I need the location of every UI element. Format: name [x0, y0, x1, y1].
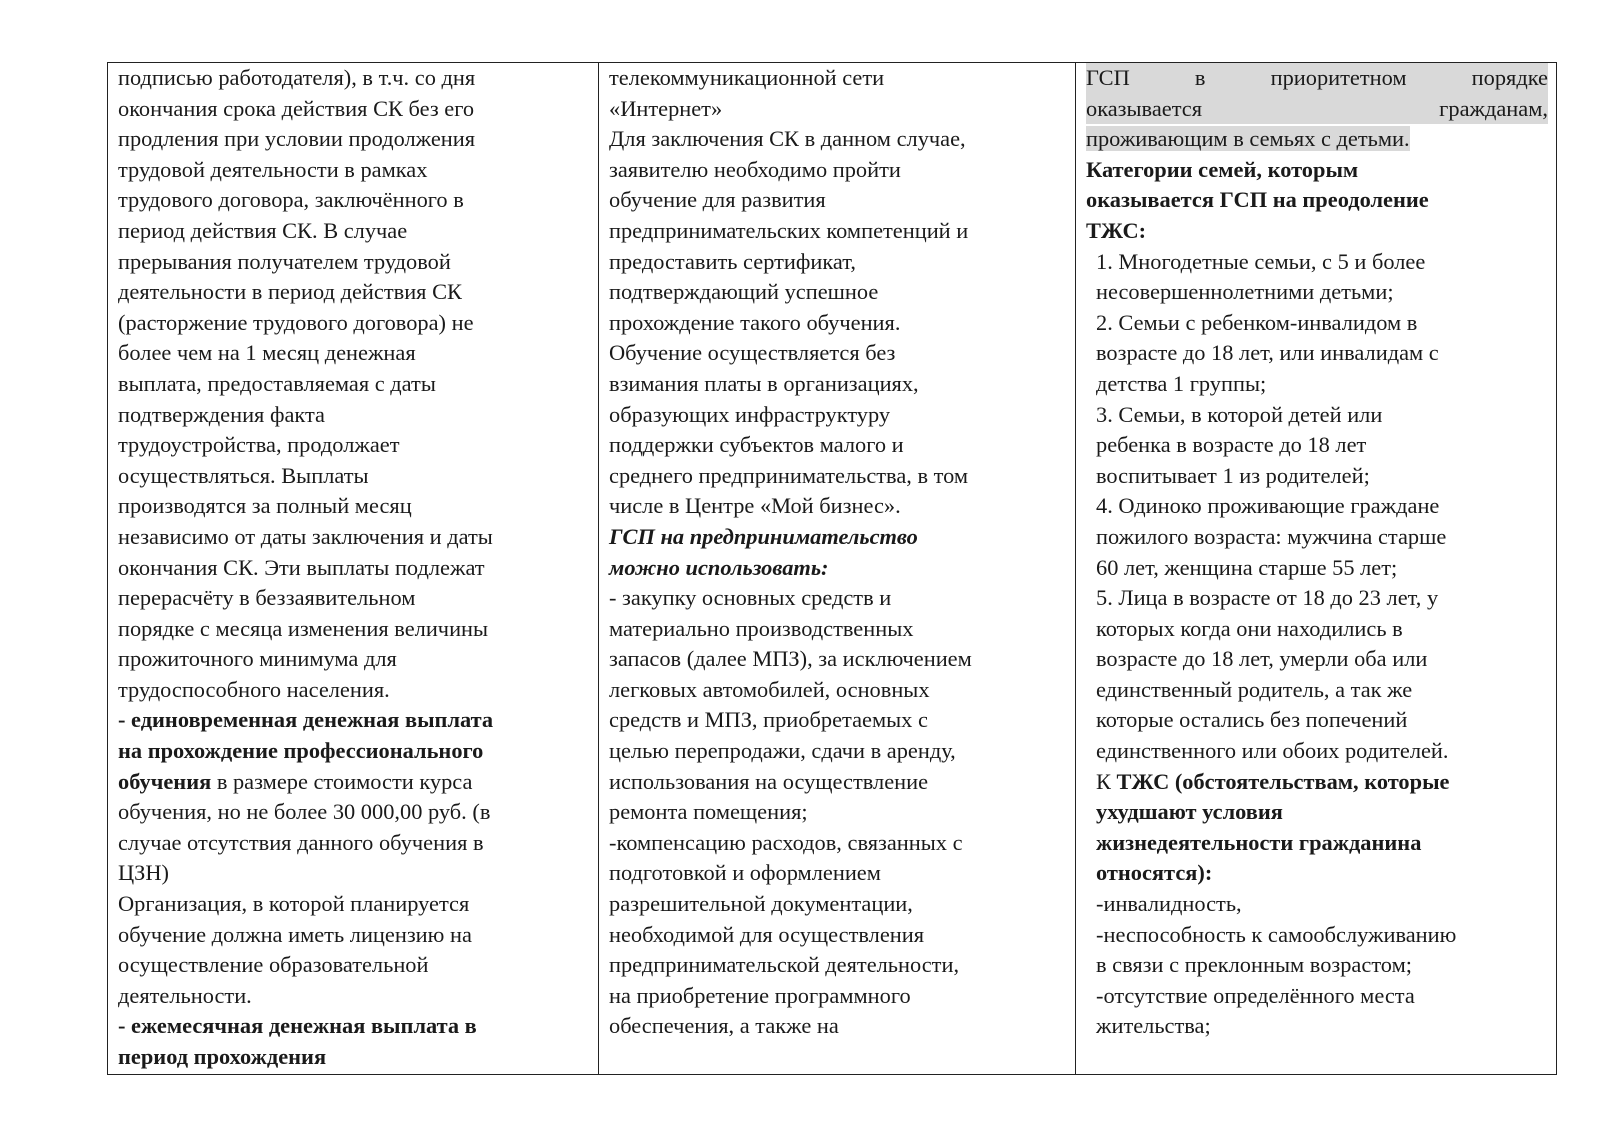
list-item: 5. Лица в возрасте от 18 до 23 лет, у которых когда они находились в возрасте до 18 лет, умерли оба или единственный родитель, а так же которые остались без попечений единственного или обоих родителей. — [1096, 585, 1449, 764]
list-item: 1. Многодетные семьи, с 5 и более несовершеннолетними детьми; — [1096, 248, 1426, 305]
tzhs-heading: ТЖС (обстоятельствам, которые ухудшают условия жизнедеятельности гражданина относятся): — [1096, 768, 1450, 886]
list-item: 4. Одиноко проживающие граждане пожилого возраста: мужчина старше 60 лет, женщина старше 55 лет; — [1096, 493, 1447, 580]
tzhs-list: -инвалидность, -неспособность к самообслуживанию в связи с преклонным возрастом; -отсутствие определённого места жительства; — [1096, 891, 1457, 1039]
list-item: 2. Семьи с ребенком-инвалидом в возрасте до 18 лет, или инвалидам с детства 1 группы; — [1096, 309, 1439, 396]
monthly-payment-title: - ежемесячная денежная выплата в период прохождения — [118, 1013, 477, 1069]
business-usage-list: - закупку основных средств и материально производственных запасов (далее МПЗ), за исключением легковых автомобилей, основных средств и МПЗ, приобретаемых с целью перепродажи, сдачи в аренду, использования на осуществление ремонта помещения; -компенсацию расходов, связанных с подготовкой и оформлением разрешительной документации, необходимой для осуществления предпринимательской деятельности, на приобретение программного обеспечения, а также на — [609, 585, 972, 1039]
business-usage-heading: ГСП на предпринимательство можно использовать: — [609, 523, 918, 580]
priority-note — [1086, 63, 1548, 155]
tzhs-prefix: К — [1096, 768, 1117, 794]
paragraph-employment: подписью работодателя), в т.ч. со дня окончания срока действия СК без его продления при условии продолжения трудовой деятельности в рамках трудового договора, заключённого в период действия СК. В случае прерывания получателем трудовой деятельности в период действия СК (расторжение трудового договора) не более чем на 1 месяц денежная выплата, предоставляемая с даты подтверждения факта трудоустройства, продолжает осуществляться. Выплаты производятся за полный месяц независимо от даты заключения и даты окончания СК. Эти выплаты подлежат перерасчёту в беззаявительном порядке с месяца изменения величины прожиточного минимума для трудоспособного населения. — [118, 65, 493, 702]
paragraph-training-payment — [118, 705, 590, 889]
tzhs-definition — [1086, 767, 1548, 889]
paragraph-business-training: телекоммуникационной сети «Интернет» Для заключения СК в данном случае, заявителю необходимо пройти обучение для развития предпринимательских компетенций и предоставить сертификат, подтверждающий успешное прохождение такого обучения. Обучение осуществляется без взимания платы в организациях, образующих инфраструктуру поддержки субъектов малого и среднего предпринимательства, в том числе в Центре «Мой бизнес». — [609, 65, 969, 519]
family-categories-heading: Категории семей, которым оказывается ГСП на преодоление ТЖС: — [1086, 156, 1429, 243]
training-payment-title: - единовременная денежная выплата на прохождение профессионального обучения — [118, 707, 494, 794]
priority-note-line-1: ГСП в приоритетном порядке — [1086, 63, 1548, 94]
column-left — [108, 63, 599, 1075]
column-middle — [599, 63, 1076, 1075]
priority-note-line-2: оказывается гражданам, — [1086, 94, 1548, 125]
list-item: 3. Семьи, в которой детей или ребенка в возрасте до 18 лет воспитывает 1 из родителей; — [1096, 401, 1383, 488]
training-payment-text: в размере стоимости курса обучения, но не более 30 000,00 руб. (в случае отсутствия данного обучения в ЦЗН) — [118, 768, 491, 886]
column-right — [1076, 63, 1557, 1075]
paragraph-license: Организация, в которой планируется обучение должна иметь лицензию на осуществление образовательной деятельности. — [118, 891, 472, 1008]
table-row — [108, 63, 1557, 1075]
document-table — [107, 62, 1557, 1075]
priority-note-line-3: проживающим в семьях с детьми. — [1086, 126, 1410, 152]
